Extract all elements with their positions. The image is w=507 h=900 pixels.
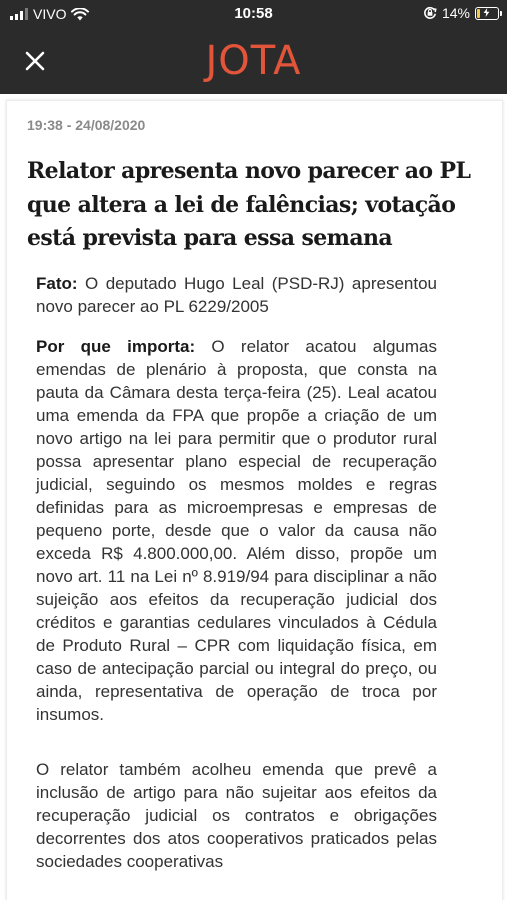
article-card: [6, 100, 503, 900]
por-que-importa-text: O relator acatou algumas emendas de plenário à proposta, que consta na pauta da Câmara desta terça-feira (25). Leal acatou uma emenda da FPA que propõe a criação de um novo artigo na lei para permitir que o produtor rural possa apresentar plano especial de recuperação judicial, seguindo os mesmos moldes e regras definidas para as microempresas e empresas de pequeno porte, desde que o valor da causa não exceda R$ 4.800.000,00. Além disso, propõe um novo art. 11 na Lei nº 8.919/94 para disciplinar a não sujeição aos efeitos da recuperação judicial dos créditos e garantias cedulares vinculados à Cédula de Produto Rural – CPR com liquidação física, em caso de antecipação parcial ou integral do preço, ou ainda, representativa de operação de troca por insumos.: [36, 337, 437, 724]
status-right: [423, 5, 499, 21]
article-view[interactable]: [0, 94, 507, 900]
fato-text: O deputado Hugo Leal (PSD-RJ) apresentou novo parecer ao PL 6229/2005: [36, 274, 437, 316]
status-bar: [0, 0, 507, 28]
orientation-lock-icon: [423, 6, 437, 20]
charging-bolt-icon: [482, 8, 491, 17]
battery-level: [477, 9, 480, 18]
jota-logo: JOTA: [205, 38, 302, 84]
paragraph-relator: O relator também acolheu emenda que prevê a inclusão de artigo para não sujeitar aos efeitos da recuperação judicial os contratos e obrigações decorrentes dos atos cooperativos praticados pelas sociedades cooperativas: [36, 760, 437, 871]
status-time: 10:58: [234, 5, 273, 22]
article-body: [36, 272, 437, 873]
por-que-importa-label: Por que importa:: [36, 337, 196, 356]
carrier-name: VIVO: [33, 6, 67, 22]
fato-label: Fato:: [36, 274, 78, 293]
article-headline: Relator apresenta novo parecer ao PL que altera a lei de falências; votação está prevista para essa semana: [27, 158, 471, 251]
battery-charging-icon: [475, 7, 499, 20]
paragraph-fato: [36, 272, 437, 318]
nav-bar: [0, 28, 507, 94]
article-timestamp: 19:38 - 24/08/2020: [27, 117, 146, 133]
paragraph-por-que-importa: [36, 335, 437, 726]
battery-percent: 14%: [441, 5, 470, 21]
